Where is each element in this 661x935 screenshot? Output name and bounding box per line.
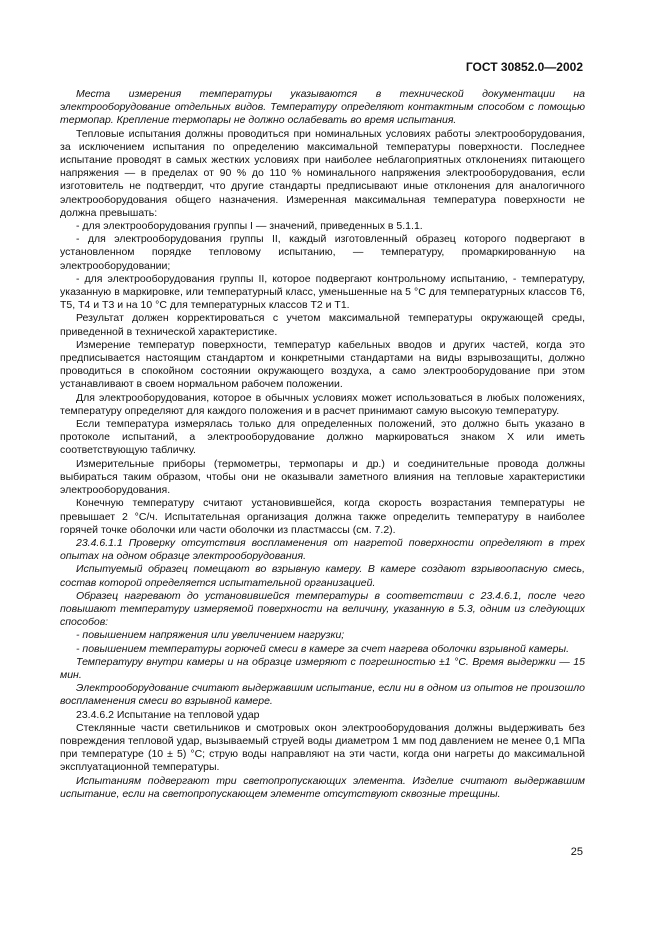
paragraph: 23.4.6.2 Испытание на тепловой удар: [76, 708, 260, 721]
paragraph: Места измерения температуры указываются в технической документации на электрооборудование отдельных видов. Температуру определяют контактным способом с помощью термопар. Крепление термопары не должно ослабевать во время испытания.: [60, 88, 585, 127]
paragraph: - повышением температуры горючей смеси в камере за счет нагрева оболочки взрывной камеры.: [76, 642, 570, 655]
paragraph: 23.4.6.1.1 Проверку отсутствия воспламенения от нагретой поверхности определяют в трех опытах на одном образце электрооборудования.: [60, 536, 585, 563]
paragraph: Измерение температур поверхности, температур кабельных вводов и других частей, когда это предписывается настоящим стандартом и конкретными стандартами на виды взрывозащиты, должно проводиться в спокойном состоянии окружающего воздуха, а само электрооборудование при этом устанавливают в своем нормальном рабочем положении.: [60, 338, 585, 391]
paragraph: Образец нагревают до установившейся температуры в соответствии с 23.4.6.1, после чего повышают температуру измеряемой поверхности на величину, указанную в 5.3, одним из следующих способов:: [60, 589, 585, 629]
paragraph: Электрооборудование считают выдержавшим испытание, если ни в одном из опытов не произошло воспламенения смеси во взрывной камере.: [60, 682, 585, 708]
paragraph: - для электрооборудования группы II, каждый изготовленный образец которого подвергают в установленном порядке тепловому испытанию, — температуру, промаркированную на электрооборудовании;: [60, 233, 585, 272]
paragraph: Конечную температуру считают установившейся, когда скорость возрастания температуры не превышает 2 °С/ч. Испытательная организация должна также определить температуру в наиболее горячей точке оболочки или части оболочки из пластмассы (см. 7.2).: [60, 497, 585, 536]
document-code: ГОСТ 30852.0—2002: [465, 60, 583, 74]
paragraph: Тепловые испытания должны проводиться при номинальных условиях работы электрооборудования, за исключением испытания по определению максимальной температуры поверхности. Последнее испытание проводят в самых жестких условиях при наиболее неблагоприятных отклонениях питающего напряжения — в пределах от 90 % до 110 % номинального напряжения электрооборудования, если изготовитель не подтвердит, что другие стандарты предписывают иные отклонения для аналогичного электрооборудования общего назначения. Измеренная максимальная температура поверхности не должна превышать:: [60, 127, 585, 219]
paragraph: Испытаниям подвергают три светопропускающих элемента. Изделие считают выдержавшим испытание, если на светопропускающем элементе отсутствуют сквозные трещины.: [60, 774, 585, 800]
paragraph: Для электрооборудования, которое в обычных условиях может использоваться в любых положениях, температуру определяют для каждого положения и в расчет принимают самую высокую температуру.: [60, 391, 585, 417]
paragraph: - для электрооборудования группы I — значений, приведенных в 5.1.1.: [76, 220, 423, 233]
page-number: 25: [570, 846, 583, 858]
paragraph: Измерительные приборы (термометры, термопары и др.) и соединительные провода должны выбираться таким образом, чтобы они не оказывали заметного влияния на тепловые характеристики электрооборудования.: [60, 457, 585, 497]
paragraph: Если температура измерялась только для определенных положений, это должно быть указано в протоколе испытаний, а электрооборудование должно маркироваться знаком Х или иметь соответствующую табличку.: [60, 418, 585, 457]
paragraph: Результат должен корректироваться с учетом максимальной температуры окружающей среды, приведенной в технической характеристике.: [60, 312, 585, 338]
paragraph: Испытуемый образец помещают во взрывную камеру. В камере создают взрывоопасную смесь, состав которой определяется испытательной организацией.: [60, 563, 585, 589]
paragraph: - повышением напряжения или увеличением нагрузки;: [76, 629, 345, 642]
paragraph: Температуру внутри камеры и на образце измеряют с погрешностью ±1 °С. Время выдержки — 15 мин.: [60, 655, 585, 681]
paragraph: Стеклянные части светильников и смотровых окон электрооборудования должны выдерживать без повреждения тепловой удар, вызываемый струей воды диаметром 1 мм под давлением не менее 0,1 МПа при температуре (10 ± 5) °С; струю воды направляют на эти части, когда они нагреты до максимальной эксплуатационной температуры.: [60, 721, 585, 774]
document-body: [60, 88, 585, 801]
paragraph: - для электрооборудования группы II, которое подвергают контрольному испытанию, - температуру, указанную в маркировке, или температурный класс, уменьшенные на 5 °С для температурных классов Т6, Т5, Т4 и Т3 и на 10 °С для температурных классов Т2 и Т1.: [60, 272, 585, 312]
